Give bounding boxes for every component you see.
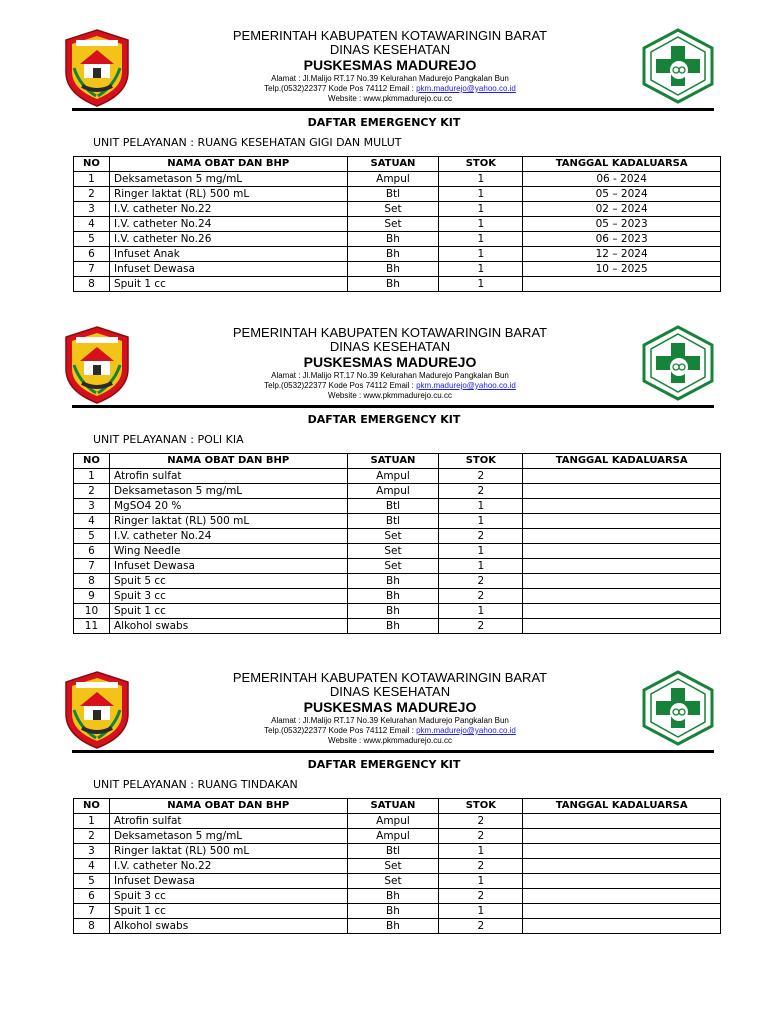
table-row (74, 904, 721, 919)
cell-stock: 1 (439, 247, 523, 262)
cell-expiry (523, 904, 721, 919)
letterhead-text (150, 671, 630, 746)
cell-name: Infuset Dewasa (109, 559, 347, 574)
cell-no: 8 (74, 919, 110, 934)
column-header-stock: STOK (439, 799, 523, 814)
government-name: PEMERINTAH KABUPATEN KOTAWARINGIN BARAT (232, 670, 548, 685)
cell-name: Wing Needle (109, 544, 347, 559)
cell-stock: 1 (439, 559, 523, 574)
kit-section (0, 28, 768, 290)
cell-expiry: 06 - 2024 (523, 172, 721, 187)
cell-expiry (523, 859, 721, 874)
cell-name: Atrofin sulfat (109, 814, 347, 829)
table-row (74, 469, 721, 484)
table-row (74, 277, 721, 292)
cell-no: 4 (74, 859, 110, 874)
cell-expiry (523, 499, 721, 514)
table-row (74, 529, 721, 544)
cell-stock: 2 (439, 484, 523, 499)
cell-stock: 1 (439, 277, 523, 292)
cell-unit: Ampul (347, 829, 439, 844)
cell-unit: Ampul (347, 814, 439, 829)
cell-expiry (523, 919, 721, 934)
cell-stock: 2 (439, 589, 523, 604)
cell-stock: 2 (439, 859, 523, 874)
cell-unit: Set (347, 529, 439, 544)
cell-name: Deksametason 5 mg/mL (109, 172, 347, 187)
department-name: DINAS KESEHATAN (329, 339, 451, 354)
department-name: DINAS KESEHATAN (329, 42, 451, 57)
table-row (74, 262, 721, 277)
document-title: DAFTAR EMERGENCY KIT (307, 116, 461, 129)
table-row (74, 574, 721, 589)
table-row (74, 202, 721, 217)
cell-unit: Bh (347, 262, 439, 277)
cell-expiry (523, 277, 721, 292)
cell-name: I.V. catheter No.24 (109, 529, 347, 544)
cell-no: 5 (74, 874, 110, 889)
address-line: Alamat : Jl.Malijo RT.17 No.39 Kelurahan Madurejo Pangkalan Bun (271, 371, 509, 380)
kit-section (0, 670, 768, 932)
cell-no: 1 (74, 172, 110, 187)
cell-expiry (523, 469, 721, 484)
cell-stock: 1 (439, 202, 523, 217)
regency-emblem-icon (62, 670, 132, 750)
service-unit: UNIT PELAYANAN : RUANG KESEHATAN GIGI DAN MULUT (93, 136, 402, 149)
column-header-stock: STOK (439, 157, 523, 172)
column-header-unit: SATUAN (347, 454, 439, 469)
letterhead (0, 28, 768, 108)
cell-no: 2 (74, 829, 110, 844)
puskesmas-logo-icon (641, 28, 715, 104)
cell-name: Infuset Anak (109, 247, 347, 262)
cell-no: 2 (74, 484, 110, 499)
cell-name: Spuit 1 cc (109, 277, 347, 292)
service-unit: UNIT PELAYANAN : RUANG TINDAKAN (93, 778, 298, 791)
website-line: Website : www.pkmmadurejo.cu.cc (328, 391, 452, 400)
cell-expiry: 12 – 2024 (523, 247, 721, 262)
cell-name: Alkohol swabs (109, 919, 347, 934)
cell-no: 5 (74, 529, 110, 544)
contact-line (150, 381, 630, 391)
cell-expiry: 05 – 2024 (523, 187, 721, 202)
cell-expiry (523, 874, 721, 889)
regency-emblem-icon (62, 325, 132, 405)
cell-name: I.V. catheter No.24 (109, 217, 347, 232)
cell-expiry (523, 544, 721, 559)
cell-expiry (523, 829, 721, 844)
cell-unit: Set (347, 544, 439, 559)
table-row (74, 514, 721, 529)
clinic-name: PUSKESMAS MADUREJO (303, 354, 477, 370)
cell-stock: 1 (439, 844, 523, 859)
cell-expiry (523, 844, 721, 859)
cell-no: 8 (74, 277, 110, 292)
cell-no: 4 (74, 514, 110, 529)
emergency-kit-table (73, 798, 721, 934)
cell-stock: 2 (439, 814, 523, 829)
cell-expiry: 10 – 2025 (523, 262, 721, 277)
cell-unit: Bh (347, 247, 439, 262)
table-row (74, 844, 721, 859)
table-row (74, 559, 721, 574)
cell-unit: Bh (347, 574, 439, 589)
table-row (74, 874, 721, 889)
cell-stock: 2 (439, 574, 523, 589)
cell-unit: Set (347, 202, 439, 217)
cell-no: 8 (74, 574, 110, 589)
puskesmas-logo-icon (641, 325, 715, 401)
table-row (74, 499, 721, 514)
cell-unit: Ampul (347, 469, 439, 484)
column-header-stock: STOK (439, 454, 523, 469)
table-header-row (74, 454, 721, 469)
cell-no: 6 (74, 247, 110, 262)
cell-unit: Bh (347, 889, 439, 904)
cell-name: I.V. catheter No.22 (109, 859, 347, 874)
cell-stock: 1 (439, 232, 523, 247)
cell-name: Ringer laktat (RL) 500 mL (109, 514, 347, 529)
cell-unit: Bh (347, 232, 439, 247)
header-divider (72, 108, 714, 111)
cell-name: Alkohol swabs (109, 619, 347, 634)
phone-text: Telp.(0532)22377 Kode Pos 74112 Email : (264, 84, 417, 93)
letterhead (0, 325, 768, 405)
email-link[interactable]: pkm.madurejo@yahoo.co.id (416, 726, 516, 735)
email-link[interactable]: pkm.madurejo@yahoo.co.id (416, 84, 516, 93)
header-divider (72, 405, 714, 408)
cell-no: 4 (74, 217, 110, 232)
cell-expiry (523, 619, 721, 634)
cell-expiry: 06 – 2023 (523, 232, 721, 247)
email-link[interactable]: pkm.madurejo@yahoo.co.id (416, 381, 516, 390)
cell-stock: 2 (439, 529, 523, 544)
cell-name: I.V. catheter No.26 (109, 232, 347, 247)
cell-no: 5 (74, 232, 110, 247)
table-row (74, 217, 721, 232)
puskesmas-logo-icon (641, 670, 715, 746)
clinic-name: PUSKESMAS MADUREJO (303, 57, 477, 73)
cell-unit: Set (347, 559, 439, 574)
column-header-no: NO (74, 799, 110, 814)
cell-stock: 1 (439, 604, 523, 619)
cell-name: Spuit 1 cc (109, 904, 347, 919)
cell-unit: Bh (347, 604, 439, 619)
address-line: Alamat : Jl.Malijo RT.17 No.39 Kelurahan Madurejo Pangkalan Bun (271, 716, 509, 725)
table-row (74, 619, 721, 634)
address-line: Alamat : Jl.Malijo RT.17 No.39 Kelurahan Madurejo Pangkalan Bun (271, 74, 509, 83)
cell-name: Spuit 5 cc (109, 574, 347, 589)
table-row (74, 859, 721, 874)
cell-expiry: 05 – 2023 (523, 217, 721, 232)
emergency-kit-table (73, 453, 721, 634)
cell-expiry (523, 574, 721, 589)
cell-stock: 2 (439, 619, 523, 634)
table-row (74, 484, 721, 499)
column-header-unit: SATUAN (347, 157, 439, 172)
column-header-no: NO (74, 157, 110, 172)
cell-no: 11 (74, 619, 110, 634)
table-row (74, 232, 721, 247)
emergency-kit-table (73, 156, 721, 292)
cell-no: 2 (74, 187, 110, 202)
cell-name: Infuset Dewasa (109, 262, 347, 277)
website-line: Website : www.pkmmadurejo.cu.cc (328, 94, 452, 103)
table-row (74, 814, 721, 829)
government-name: PEMERINTAH KABUPATEN KOTAWARINGIN BARAT (232, 28, 548, 43)
cell-no: 3 (74, 499, 110, 514)
cell-stock: 2 (439, 919, 523, 934)
table-header-row (74, 157, 721, 172)
department-name: DINAS KESEHATAN (329, 684, 451, 699)
header-divider (72, 750, 714, 753)
cell-unit: Set (347, 874, 439, 889)
letterhead-text (150, 29, 630, 104)
cell-no: 3 (74, 844, 110, 859)
column-header-name: NAMA OBAT DAN BHP (109, 157, 347, 172)
cell-unit: Ampul (347, 172, 439, 187)
cell-name: Deksametason 5 mg/mL (109, 484, 347, 499)
contact-line (150, 726, 630, 736)
column-header-expiry: TANGGAL KADALUARSA (523, 157, 721, 172)
cell-no: 10 (74, 604, 110, 619)
kit-section (0, 325, 768, 632)
cell-unit: Btl (347, 187, 439, 202)
cell-stock: 1 (439, 172, 523, 187)
cell-no: 1 (74, 469, 110, 484)
cell-no: 7 (74, 904, 110, 919)
cell-expiry (523, 604, 721, 619)
table-row (74, 604, 721, 619)
cell-name: Deksametason 5 mg/mL (109, 829, 347, 844)
cell-unit: Set (347, 217, 439, 232)
table-row (74, 829, 721, 844)
service-unit: UNIT PELAYANAN : POLI KIA (93, 433, 244, 446)
clinic-name: PUSKESMAS MADUREJO (303, 699, 477, 715)
cell-unit: Bh (347, 277, 439, 292)
cell-unit: Bh (347, 589, 439, 604)
cell-no: 7 (74, 262, 110, 277)
cell-name: I.V. catheter No.22 (109, 202, 347, 217)
cell-unit: Ampul (347, 484, 439, 499)
table-row (74, 589, 721, 604)
cell-unit: Bh (347, 919, 439, 934)
regency-emblem-icon (62, 28, 132, 108)
table-row (74, 919, 721, 934)
cell-stock: 1 (439, 262, 523, 277)
document-title: DAFTAR EMERGENCY KIT (307, 413, 461, 426)
cell-expiry (523, 889, 721, 904)
cell-unit: Btl (347, 514, 439, 529)
cell-no: 9 (74, 589, 110, 604)
cell-expiry (523, 589, 721, 604)
contact-line (150, 84, 630, 94)
cell-unit: Bh (347, 904, 439, 919)
cell-stock: 2 (439, 889, 523, 904)
government-name: PEMERINTAH KABUPATEN KOTAWARINGIN BARAT (232, 325, 548, 340)
cell-stock: 1 (439, 904, 523, 919)
column-header-expiry: TANGGAL KADALUARSA (523, 799, 721, 814)
cell-no: 6 (74, 889, 110, 904)
cell-unit: Set (347, 859, 439, 874)
cell-stock: 2 (439, 469, 523, 484)
document-title: DAFTAR EMERGENCY KIT (307, 758, 461, 771)
phone-text: Telp.(0532)22377 Kode Pos 74112 Email : (264, 381, 417, 390)
cell-expiry (523, 559, 721, 574)
column-header-unit: SATUAN (347, 799, 439, 814)
cell-unit: Btl (347, 844, 439, 859)
column-header-name: NAMA OBAT DAN BHP (109, 799, 347, 814)
table-row (74, 889, 721, 904)
cell-stock: 1 (439, 514, 523, 529)
cell-name: MgSO4 20 % (109, 499, 347, 514)
website-line: Website : www.pkmmadurejo.cu.cc (328, 736, 452, 745)
column-header-expiry: TANGGAL KADALUARSA (523, 454, 721, 469)
table-header-row (74, 799, 721, 814)
cell-expiry (523, 529, 721, 544)
cell-no: 6 (74, 544, 110, 559)
cell-stock: 1 (439, 499, 523, 514)
cell-stock: 1 (439, 187, 523, 202)
cell-stock: 1 (439, 217, 523, 232)
cell-expiry (523, 514, 721, 529)
cell-expiry: 02 – 2024 (523, 202, 721, 217)
letterhead-text (150, 326, 630, 401)
cell-unit: Bh (347, 619, 439, 634)
cell-expiry (523, 484, 721, 499)
cell-stock: 1 (439, 874, 523, 889)
column-header-name: NAMA OBAT DAN BHP (109, 454, 347, 469)
column-header-no: NO (74, 454, 110, 469)
phone-text: Telp.(0532)22377 Kode Pos 74112 Email : (264, 726, 417, 735)
cell-name: Spuit 1 cc (109, 604, 347, 619)
table-row (74, 544, 721, 559)
cell-expiry (523, 814, 721, 829)
cell-no: 3 (74, 202, 110, 217)
cell-name: Spuit 3 cc (109, 889, 347, 904)
table-row (74, 172, 721, 187)
cell-no: 7 (74, 559, 110, 574)
cell-name: Ringer laktat (RL) 500 mL (109, 187, 347, 202)
cell-name: Atrofin sulfat (109, 469, 347, 484)
cell-name: Infuset Dewasa (109, 874, 347, 889)
table-row (74, 187, 721, 202)
cell-stock: 1 (439, 544, 523, 559)
cell-name: Ringer laktat (RL) 500 mL (109, 844, 347, 859)
table-row (74, 247, 721, 262)
letterhead (0, 670, 768, 750)
cell-no: 1 (74, 814, 110, 829)
cell-name: Spuit 3 cc (109, 589, 347, 604)
cell-stock: 2 (439, 829, 523, 844)
cell-unit: Btl (347, 499, 439, 514)
